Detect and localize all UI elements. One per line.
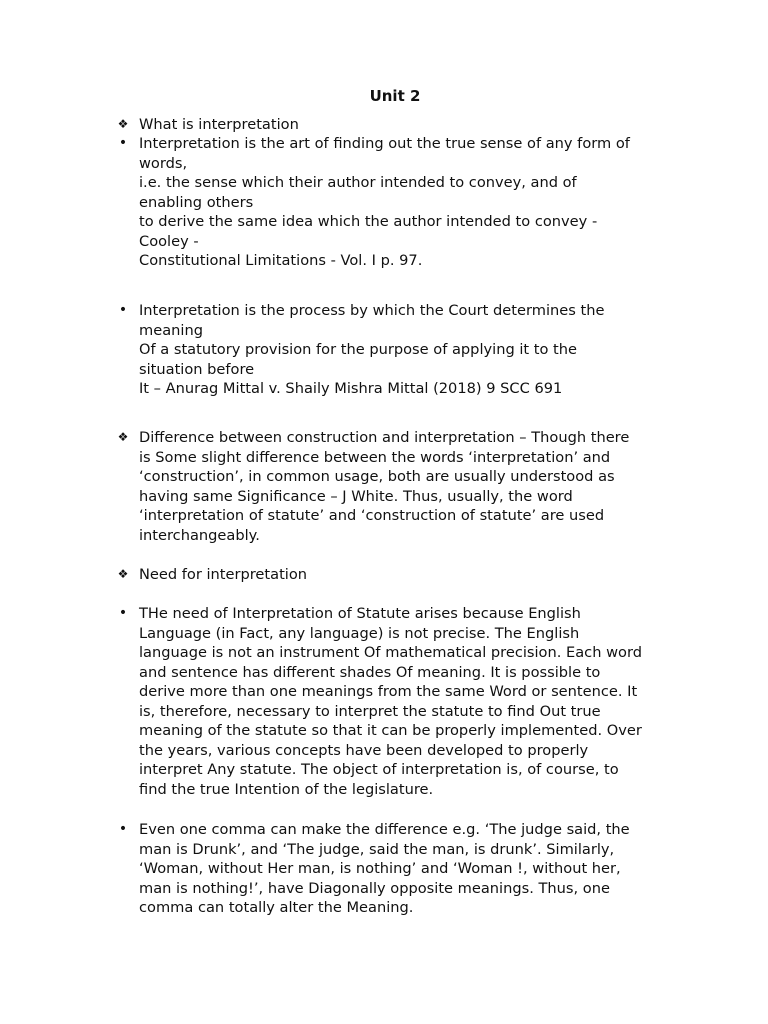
diamond-bullet-icon: ❖ bbox=[117, 117, 129, 131]
list-item-comma-example bbox=[118, 820, 684, 918]
diamond-bullet-icon: ❖ bbox=[117, 567, 129, 581]
list-item-text: Even one comma can make the difference e.g. ‘The judge said, the man is Drunk’, and ‘The judge, said the man, is drunk’. Similarly, ‘Woman, without Her man, is nothing’ and ‘Woman !, without her, man is nothing!’, have Diagonally opposite meanings. Thus, one comma can totally alter the Meaning. bbox=[139, 821, 630, 916]
diamond-bullet-icon: ❖ bbox=[117, 430, 129, 444]
list-item-definition-court bbox=[118, 301, 684, 399]
list-item-construction-vs-interpretation bbox=[117, 428, 684, 545]
list-item-text: Interpretation is the process by which the Court determines the meaning Of a statutory provision for the purpose of applying it to the situation before It – Anurag Mittal v. Shaily Mishra Mittal (2018) 9 SCC 691 bbox=[139, 302, 605, 397]
list-item-definition-cooley bbox=[118, 134, 684, 271]
list-item-text: Interpretation is the art of finding out the true sense of any form of words, i.e. the sense which their author intended to convey, and of enabling others to derive the same idea which the author intended to convey - Cooley - Constitutional Limitations - Vol. I p. 97. bbox=[139, 135, 630, 269]
list-item-text: What is interpretation bbox=[139, 116, 299, 133]
list-item-need-for-interpretation bbox=[117, 565, 684, 585]
bullet-icon: • bbox=[118, 821, 128, 837]
bullet-icon: • bbox=[118, 605, 128, 621]
list-item-what-is-interpretation bbox=[117, 115, 684, 135]
page-title: Unit 2 bbox=[369, 87, 421, 105]
list-item-text: THe need of Interpretation of Statute arises because English Language (in Fact, any language) is not precise. The English language is not an instrument Of mathematical precision. Each word and sentence has different shades Of meaning. It is possible to derive more than one meanings from the same Word or sentence. It is, therefore, necessary to interpret the statute to find Out true meaning of the statute so that it can be properly implemented. Over the years, various concepts have been developed to properly interpret Any statute. The object of interpretation is, of course, to find the true Intention of the legislature. bbox=[139, 605, 642, 798]
list-item-text: Difference between construction and interpretation – Though there is Some slight difference between the words ‘interpretation’ and ‘construction’, in common usage, both are usually understood as having same Significance – J White. Thus, usually, the word ‘interpretation of statute’ and ‘construction of statute’ are used interchangeably. bbox=[139, 429, 630, 544]
bullet-icon: • bbox=[118, 302, 128, 318]
list-item-text: Need for interpretation bbox=[139, 566, 308, 583]
list-item-language-not-precise bbox=[118, 604, 684, 799]
bullet-icon: • bbox=[118, 135, 128, 151]
